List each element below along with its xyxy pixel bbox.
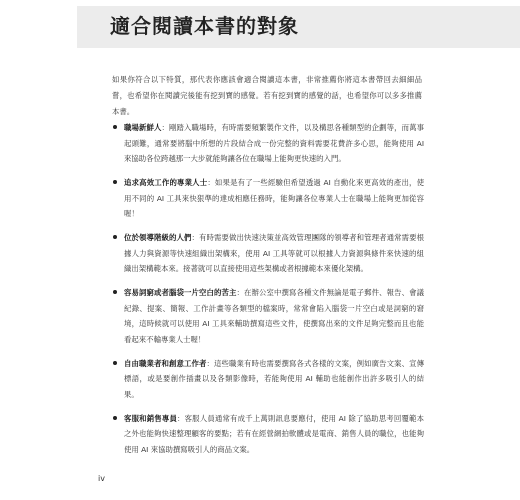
- item-title: 客服和銷售專員: [124, 413, 178, 423]
- page-title: 適合閱讀本書的對象: [110, 14, 299, 38]
- page-number: iv: [98, 474, 105, 483]
- item-body: ：這些職業有時也需要撰寫各式各樣的文案，例如廣告文案、宣傳標語，或是要創作插畫以及各類影像時，若能夠使用 AI 輔助也能創作出許多吸引人的結果。: [124, 358, 424, 399]
- item-title: 職場新鮮人: [124, 123, 162, 132]
- item-title: 位於領導階級的人們: [124, 233, 192, 242]
- list-item: [112, 230, 424, 277]
- list-item: [112, 120, 424, 167]
- bullet-icon: [113, 180, 117, 184]
- item-title: 自由職業者和創意工作者: [124, 358, 207, 368]
- bullet-icon: [113, 125, 117, 129]
- item-body: ：在辦公室中撰寫各種文件無論是電子郵件、報告、會議紀錄、提案、簡報、工作計畫等各類型的檔案時，常常會陷入腦袋一片空白或是詞窮的窘境，這時候就可以使用 AI 工具來輔助撰寫這些文件，使撰寫出來的文件足夠完整而且也能看起來不輸專業人士喔！: [124, 288, 424, 344]
- bullet-icon: [113, 290, 117, 294]
- list-item: [112, 175, 424, 222]
- bullet-icon: [113, 361, 117, 365]
- item-body: ：剛踏入職場時，有時需要頻繁製作文件，以及構思各種類型的企劃等，而萬事起頭難，通常要將腦中所想的片段結合成一份完整的資料需要花費許多心思，能夠使用 AI 來協助各位跨越那一大步就能夠讓各位在職場上能夠更快速的入門。: [124, 123, 424, 163]
- bullet-icon: [113, 235, 117, 239]
- item-title: 追求高效工作的專業人士: [124, 178, 208, 187]
- item-body: ：如果是有了一些經驗但希望透過 AI 自動化來更高效的產出，使用不同的 AI 工具來快狠準的達成相應任務時，能夠讓各位專業人士在職場上能夠更加從容喔！: [124, 178, 424, 218]
- item-title: 容易詞窮或者腦袋一片空白的苦主: [124, 288, 237, 297]
- audience-list: [112, 120, 424, 466]
- item-body: ：有時需要做出快速決策並高效管理團隊的領導者和管理者通常需要根據人力與資源等快速組織出架構來，使用 AI 工具等就可以根據人力資源與條件來快速的組織出架構範本來。接著就可以直接使用這些架構或者根據範本來優化架構。: [124, 233, 424, 273]
- item-body: ：客服人員通常有成千上萬則訊息要應付，使用 AI 除了協助思考回覆範本之外也能夠快速整理顧客的要點；若有在經營網拍軟體或是電商、銷售人員的職位，也能夠使用 AI 來協助撰寫吸引人的商品文案。: [124, 413, 424, 454]
- list-item: [112, 411, 424, 458]
- bullet-icon: [113, 416, 117, 420]
- intro-paragraph: 如果你符合以下特質，那代表你應該會適合閱讀這本書，非常推薦你將這本書帶回去細細品嘗，也希望你在閱讀完後能有挖到寶的感覺。若有挖到寶的感覺的話，也希望你可以多多推薦本書。: [112, 75, 422, 116]
- list-item: [112, 356, 424, 403]
- list-item: [112, 285, 424, 347]
